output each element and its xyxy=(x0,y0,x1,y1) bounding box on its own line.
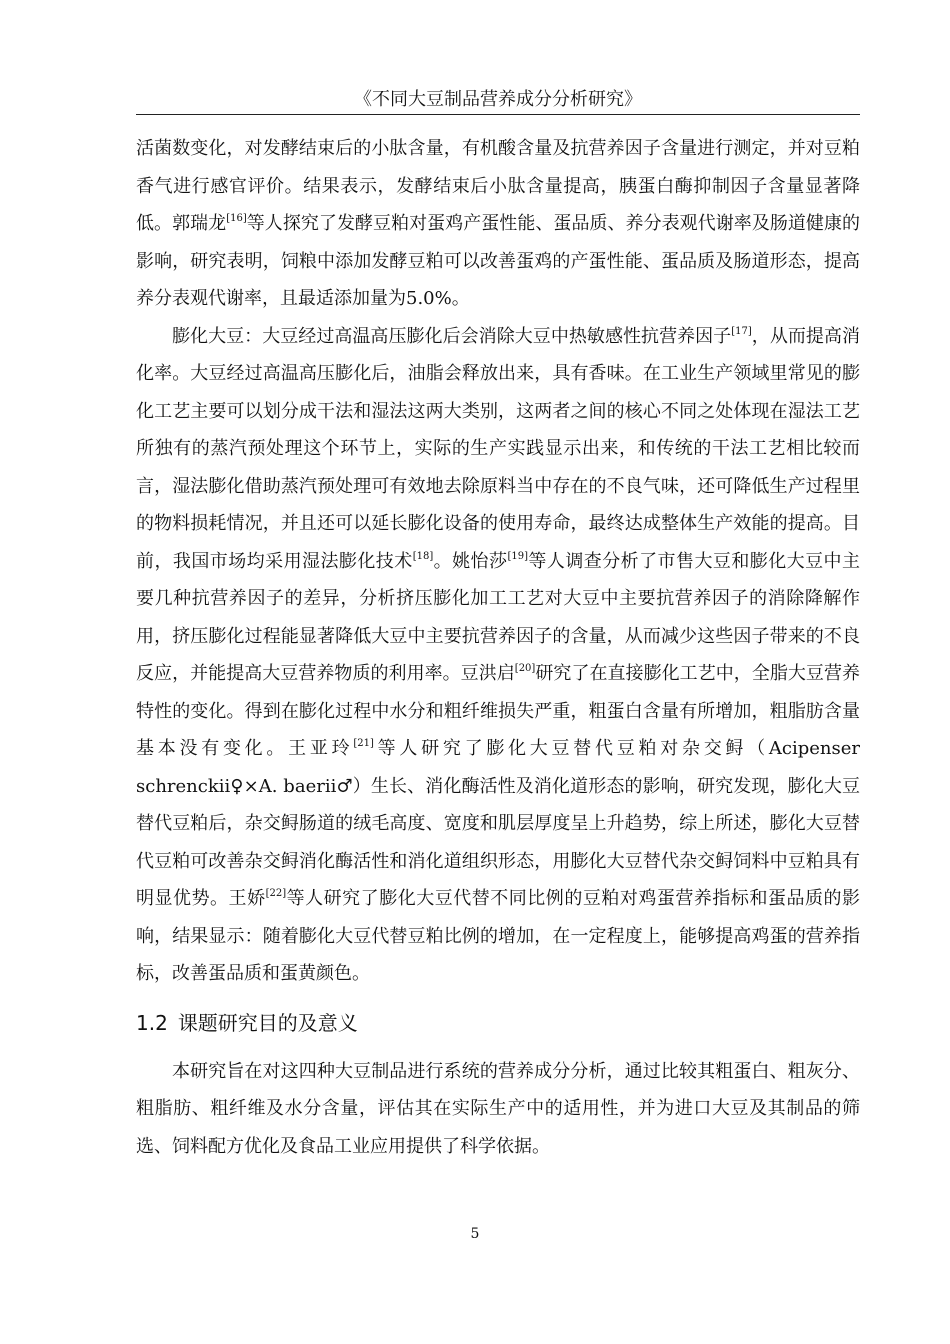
document-title: 《不同大豆制品营养成分分析研究》 xyxy=(354,89,642,110)
citation-20: [20] xyxy=(514,663,536,674)
paragraph-puffed-soybean xyxy=(136,318,860,993)
section-title: 课题研究目的及意义 xyxy=(177,1010,358,1035)
paragraph-research-purpose: 本研究旨在对这四种大豆制品进行系统的营养成分分析，通过比较其粗蛋白、粗灰分、粗脂肪、粗纤维及水分含量，评估其在实际生产中的适用性，并为进口大豆及其制品的筛选、饲料配方优化及食品工业应用提供了科学依据。 xyxy=(136,1060,860,1157)
paragraph-text: 等人研究了膨化大豆代替不同比例的豆粕对鸡蛋营养指标和蛋品质的影响，结果显示：随着膨化大豆代替豆粕比例的增加，在一定程度上，能够提高鸡蛋的营养指标，改善蛋品质和蛋黄颜色。 xyxy=(136,888,861,984)
paragraph-text: 等人调查分析了市售大豆和膨化大豆中主要几种抗营养因子的差异，分析挤压膨化加工工艺对大豆中主要抗营养因子的消除降解作用，挤压膨化过程能显著降低大豆中主要抗营养因子的含量，从而减少这些因子带来的不良反应，并能提高大豆营养物质的利用率。豆洪启 xyxy=(136,550,861,684)
page-content xyxy=(136,130,860,1165)
page-number: 5 xyxy=(470,1226,480,1242)
paragraph-fermented-soymeal xyxy=(136,130,860,318)
citation-16: [16] xyxy=(226,213,247,224)
paragraph-text: 膨化大豆：大豆经过高温高压膨化后会消除大豆中热敏感性抗营养因子 xyxy=(172,325,732,347)
citation-21: [21] xyxy=(353,738,374,749)
citation-19: [19] xyxy=(507,550,528,562)
citation-17: [17] xyxy=(731,325,752,337)
citation-18: [18] xyxy=(412,550,434,562)
page-header xyxy=(136,86,860,115)
paragraph-text: 研究了在直接膨化工艺中，全脂大豆营养特性的变化。得到在膨化过程中水分和粗纤维损失严重，粗蛋白含量有所增加，粗脂肪含量基本没有变化。王亚玲 xyxy=(136,663,861,759)
paragraph-text: 等人研究了膨化大豆替代豆粕对杂交鲟（Acipenser schrenckii♀×A. baerii♂）生长、消化酶活性及消化道形态的影响，研究发现，膨化大豆替代豆粕后，杂交鲟肠道的绒毛高度、宽度和肌层厚度呈上升趋势，综上所述，膨化大豆替代豆粕可改善杂交鲟消化酶活性和消化道组织形态，用膨化大豆替代杂交鲟饲料中豆粕具有明显优势。王娇 xyxy=(136,738,860,909)
citation-22: [22] xyxy=(265,888,287,899)
paragraph-text: 活菌数变化，对发酵结束后的小肽含量，有机酸含量及抗营养因子含量进行测定，并对豆粕香气进行感官评价。结果表示，发酵结束后小肽含量提高，胰蛋白酶抑制因子含量显著降低。郭瑞龙 xyxy=(136,138,860,234)
paragraph-text: 等人探究了发酵豆粕对蛋鸡产蛋性能、蛋品质、养分表观代谢率及肠道健康的影响，研究表明，饲粮中添加发酵豆粕可以改善蛋鸡的产蛋性能、蛋品质及肠道形态，提高养分表观代谢率，且最适添加量为5.0%。 xyxy=(136,213,861,309)
section-heading xyxy=(136,1003,860,1043)
section-number: 1.2 xyxy=(136,1010,168,1035)
paragraph-text: 。姚怡莎 xyxy=(433,550,508,572)
paragraph-text: ，从而提高消化率。大豆经过高温高压膨化后，油脂会释放出来，具有香味。在工业生产领域里常见的膨化工艺主要可以划分成干法和湿法这两大类别，这两者之间的核心不同之处体现在湿法工艺所独有的蒸汽预处理这个环节上，实际的生产实践显示出来，和传统的干法工艺相比较而言，湿法膨化借助蒸汽预处理可有效地去除原料当中存在的不良气味，还可降低生产过程里的物料损耗情况，并且还可以延长膨化设备的使用寿命，最终达成整体生产效能的提高。目前，我国市场均采用湿法膨化技术 xyxy=(136,325,861,572)
